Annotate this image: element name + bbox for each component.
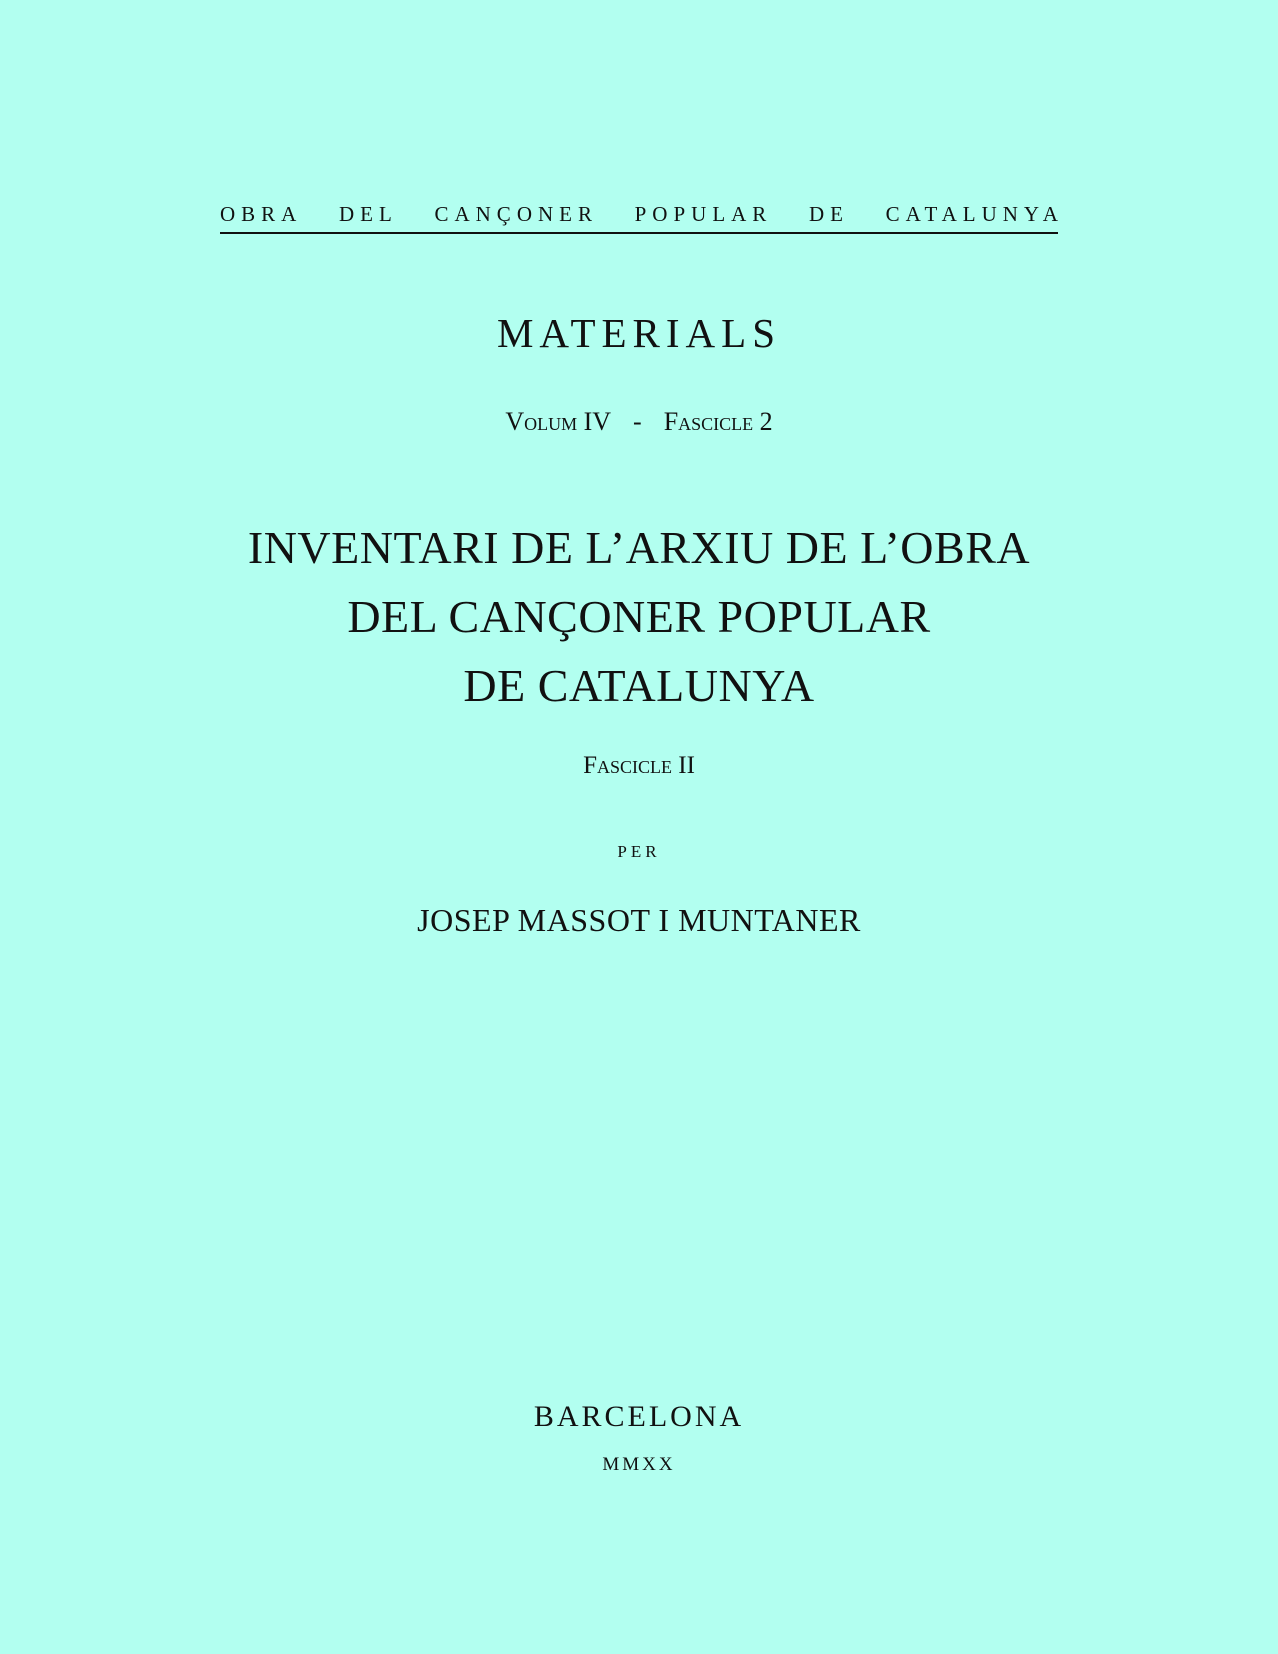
- main-title-line-1: INVENTARI DE L’ARXIU DE L’OBRA: [247, 522, 1031, 573]
- volume-label: Volum IV: [505, 407, 612, 436]
- series-word: OBRA: [220, 202, 303, 226]
- imprint-city: BARCELONA: [533, 1400, 745, 1433]
- volume-separator: -: [633, 407, 642, 436]
- series-word: DE: [808, 202, 849, 226]
- series-word: CANÇONER: [434, 202, 598, 226]
- series-word: CATALUNYA: [885, 202, 1064, 226]
- by-label: PER: [617, 842, 661, 861]
- volume-line: [0, 406, 1278, 438]
- fascicle-number: Fascicle 2: [663, 407, 773, 436]
- main-title-line-2: DEL CANÇONER POPULAR: [347, 591, 931, 642]
- series-word: POPULAR: [634, 202, 773, 226]
- series-word: DEL: [339, 202, 398, 226]
- author-name: JOSEP MASSOT I MUNTANER: [417, 902, 861, 938]
- collection-title: MATERIALS: [496, 310, 782, 356]
- main-title-line-3: DE CATALUNYA: [463, 660, 815, 711]
- imprint-year: MMXX: [602, 1454, 676, 1475]
- fascicle-subtitle: Fascicle II: [583, 752, 695, 779]
- series-header: [220, 200, 1064, 234]
